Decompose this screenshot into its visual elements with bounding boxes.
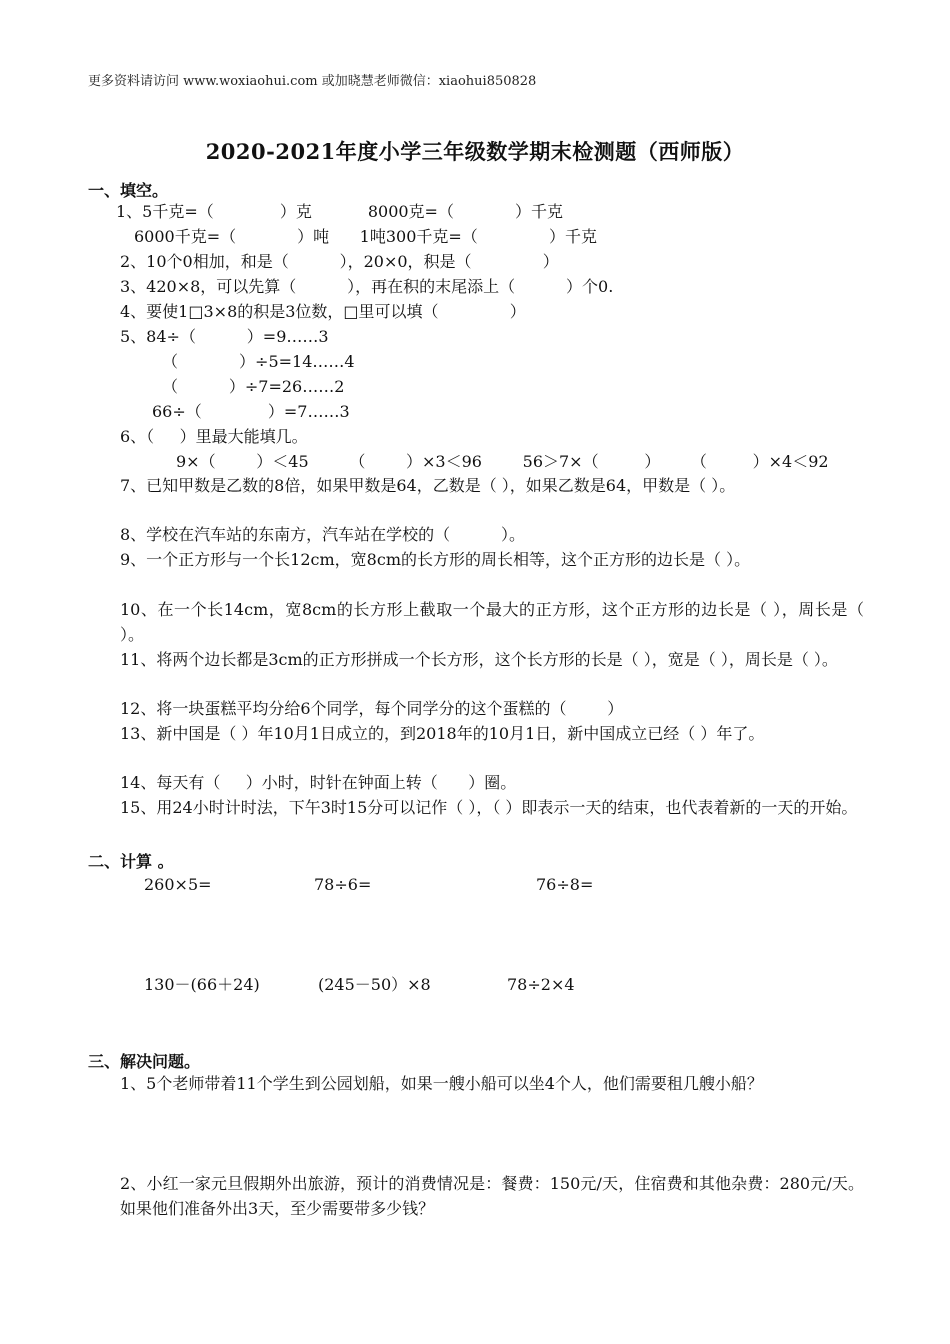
problem-1: 1、5个老师带着11个学生到公园划船，如果一艘小船可以坐4个人，他们需要租几艘小船？ xyxy=(120,1074,763,1093)
fill-line-14: 14、每天有（ ）小时，时针在钟面上转（ ）圈。 xyxy=(120,773,517,792)
fill-line-15: 15、用24小时计时法，下午3时15分可以记作（ ），（ ）即表示一天的结束，也代表着新的一天的开始。 xyxy=(120,798,858,817)
fill-line-2: 2、10个0相加，和是（ ），20×0，积是（ ） xyxy=(120,252,559,271)
calc-item-5: (245－50）×8 xyxy=(318,975,431,994)
fill-line-9: 9、一个正方形与一个长12cm，宽8cm的长方形的周长相等，这个正方形的边长是（ ）。 xyxy=(120,550,751,569)
fill-line-12: 12、将一块蛋糕平均分给6个同学，每个同学分的这个蛋糕的（ ） xyxy=(120,699,624,718)
calc-item-2: 78÷6= xyxy=(314,875,372,894)
page-title: 2020-2021年度小学三年级数学期末检测题（西师版） xyxy=(205,139,745,164)
calc-item-4: 130－(66＋24) xyxy=(144,975,260,994)
calc-item-6: 78÷2×4 xyxy=(507,975,575,994)
fill-line-1: 1、5千克=（ ）克 8000克=（ ）千克 xyxy=(116,202,563,221)
fill-line-4: 4、要使1□3×8的积是3位数，□里可以填（ ） xyxy=(120,302,526,321)
section-calc-heading: 二、计算 。 xyxy=(88,852,174,871)
fill-line-11: 11、将两个边长都是3cm的正方形拼成一个长方形，这个长方形的长是（ ），宽是（ ），周长是（ ）。 xyxy=(120,650,838,669)
fill-line-5b: （ ）÷5=14……4 xyxy=(162,352,355,371)
page-header: 更多资料请访问 www.woxiaohui.com 或加晓慧老师微信：xiaohui850828 xyxy=(88,74,537,89)
fill-line-5: 5、84÷（ ）=9……3 xyxy=(120,327,329,346)
fill-line-6b: 9×（ ）＜45 （ ）×3＜96 56＞7×（ ） （ ）×4＜92 xyxy=(176,452,829,471)
calc-item-1: 260×5= xyxy=(144,875,212,894)
fill-line-1b: 6000千克=（ ）吨 1吨300千克=（ ）千克 xyxy=(134,227,598,246)
problem-2: 2、小红一家元旦假期外出旅游，预计的消费情况是：餐费：150元/天，住宿费和其他杂费：280元/天。如果他们准备外出3天，至少需要带多少钱？ xyxy=(120,1174,864,1218)
fill-line-8: 8、学校在汽车站的东南方，汽车站在学校的（ ）。 xyxy=(120,525,526,544)
fill-line-5c: （ ）÷7=26……2 xyxy=(162,377,345,396)
fill-line-10: 10、在一个长14cm，宽8cm的长方形上截取一个最大的正方形，这个正方形的边长是（ ），周长是（ ）。 xyxy=(120,600,864,644)
section-fill-heading: 一、填空。 xyxy=(88,181,169,200)
fill-line-5d: 66÷（ ）=7……3 xyxy=(152,402,350,421)
fill-line-3: 3、420×8，可以先算（ ），再在积的末尾添上（ ）个0. xyxy=(120,277,614,296)
fill-line-13: 13、新中国是（ ）年10月1日成立的，到2018年的10月1日，新中国成立已经（ ）年了。 xyxy=(120,724,765,743)
calc-item-3: 76÷8= xyxy=(536,875,594,894)
fill-line-6: 6、（ ）里最大能填几。 xyxy=(120,427,308,446)
section-solve-heading: 三、解决问题。 xyxy=(88,1052,201,1071)
fill-line-7: 7、已知甲数是乙数的8倍，如果甲数是64，乙数是（ ），如果乙数是64，甲数是（ ）。 xyxy=(120,476,736,495)
